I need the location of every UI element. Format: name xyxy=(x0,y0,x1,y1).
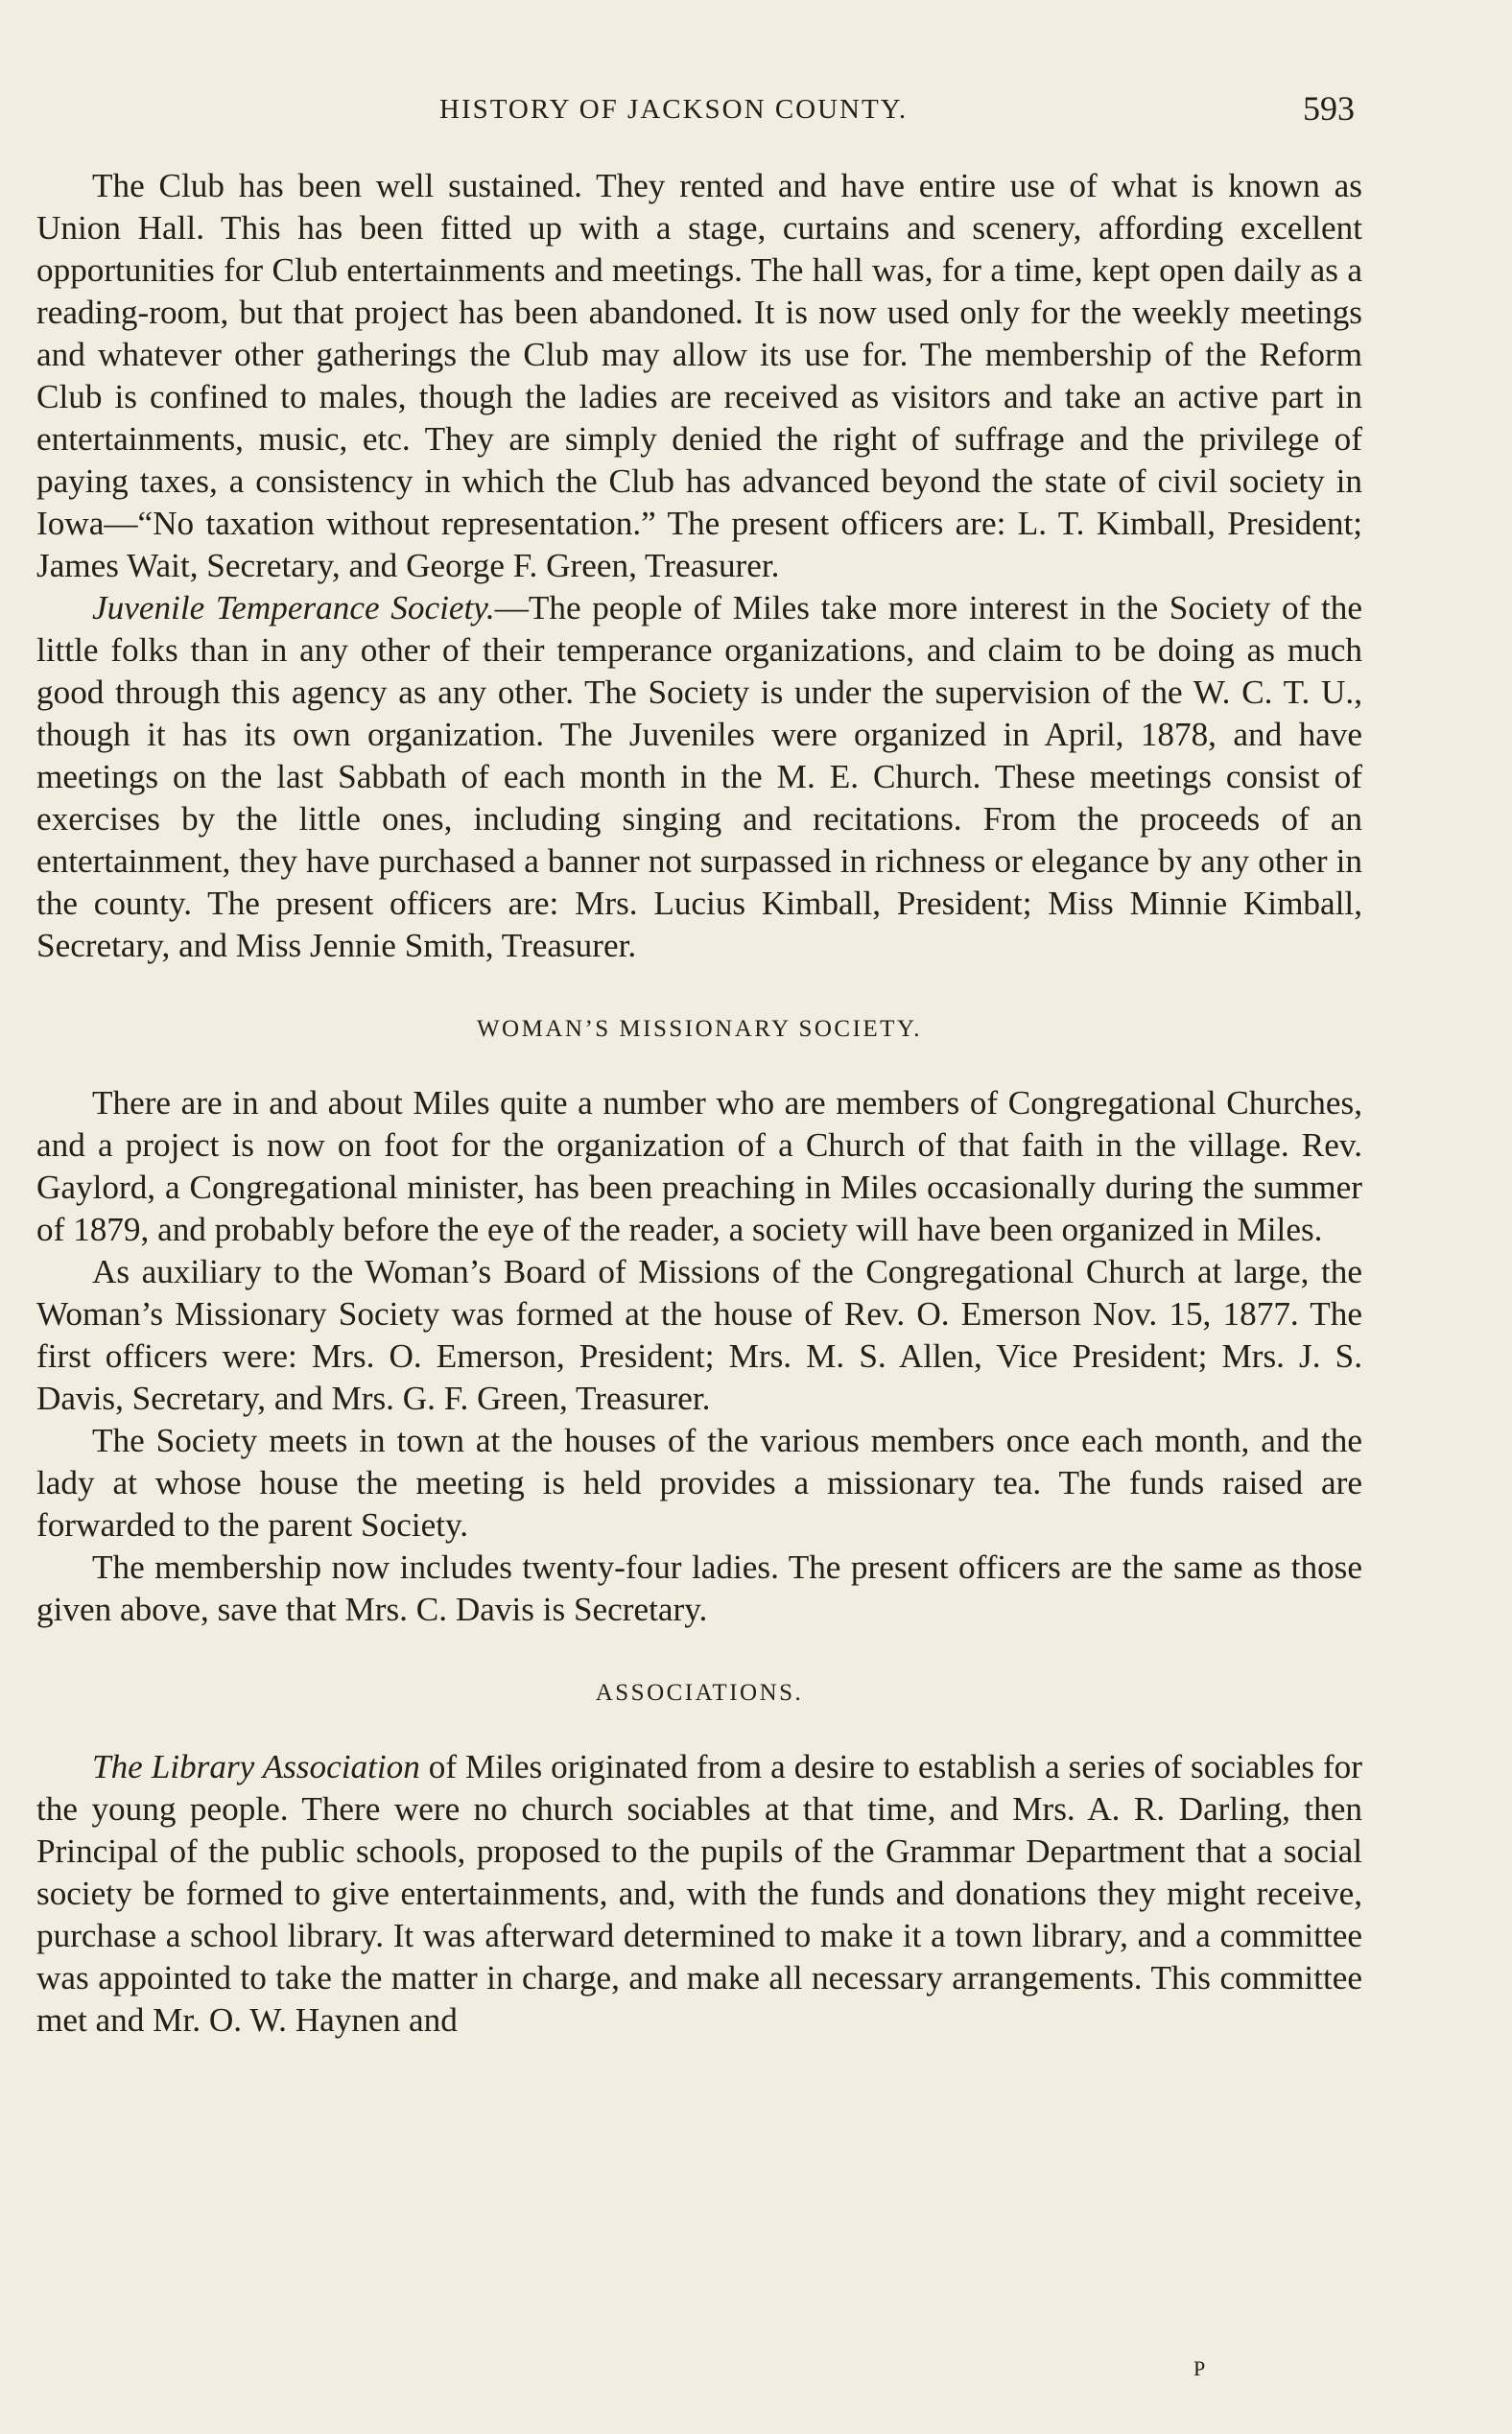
juvenile-temperance-text: —The people of Miles take more interest in the Society of the little folks than in any other of their temperance organizations, and claim to be doing as much good through this agency as any other. The Society is under the supervision of the W. C. T. U., though it has its own organization. The Juveniles were organized in April, 1878, and have meetings on the last Sabbath of each month in the M. E. Church. These meetings consist of exercises by the little ones, including singing and recitations. From the proceeds of an entertainment, they have purchased a banner not surpassed in richness or elegance by any other in the county. The present officers are: Mrs. Lucius Kimball, President; Miss Minnie Kimball, Secretary, and Miss Jennie Smith, Treasurer. xyxy=(36,589,1363,964)
paragraph-congregational: There are in and about Miles quite a number who are members of Congregational Churches, and a project is now on foot for the organization of a Church of that faith in the village. Rev. Gaylord, a Congregational minister, has been preaching in Miles occasionally during the summer of 1879, and probably before the eye of the reader, a society will have been organized in Miles. xyxy=(36,1084,1362,1248)
heading-associations: ASSOCIATIONS. xyxy=(595,1680,804,1706)
paragraph-society-meets: The Society meets in town at the houses of the various members once each month, and the lady at whose house the meeting is held provides a missionary tea. The funds raised are forwarded to the parent Society. xyxy=(36,1422,1362,1544)
paragraph-auxiliary: As auxiliary to the Woman’s Board of Missions of the Congregational Church at large, the Woman’s Missionary Society was formed at the house of Rev. O. Emerson Nov. 15, 1877. The first officers were: Mrs. O. Emerson, President; Mrs. M. S. Allen, Vice President; Mrs. J. S. Davis, Secretary, and Mrs. G. F. Green, Treasurer. xyxy=(36,1253,1362,1417)
juvenile-temperance-lead: Juvenile Temperance Society. xyxy=(92,589,495,626)
library-association-lead: The Library Association xyxy=(92,1748,420,1785)
heading-womans-missionary-society: WOMAN’S MISSIONARY SOCIETY. xyxy=(476,1016,923,1042)
signature-mark: P xyxy=(1193,2356,1206,2380)
library-association-text: of Miles originated from a desire to establish a series of sociables for the young people. There were no church sociables at that time, and Mrs. A. R. Darling, then Principal of the public schools, proposed to the pupils of the Grammar Department that a social society be formed to give entertainments, and, with the funds and donations they might receive, purchase a school library. It was afterward determined to make it a town library, and a committee was appointed to take the matter in charge, and make all necessary arrangements. This committee met and Mr. O. W. Haynen and xyxy=(36,1748,1362,2039)
page-body xyxy=(36,165,1362,2042)
running-head: HISTORY OF JACKSON COUNTY. xyxy=(439,94,909,125)
page-number: 593 xyxy=(1303,89,1355,128)
page-header xyxy=(0,88,1512,136)
paragraph-juvenile-temperance xyxy=(36,587,1362,967)
paragraph-library-association xyxy=(36,1746,1362,2042)
paragraph-membership: The membership now includes twenty-four ladies. The present officers are the same as those given above, save that Mrs. C. Davis is Secretary. xyxy=(36,1548,1362,1628)
paragraph-reform-club: The Club has been well sustained. They rented and have entire use of what is known as Union Hall. This has been fitted up with a stage, curtains and scenery, affording excellent opportunities for Club entertainments and meetings. The hall was, for a time, kept open daily as a reading-room, but that project has been abandoned. It is now used only for the weekly meetings and whatever other gatherings the Club may allow its use for. The membership of the Reform Club is confined to males, though the ladies are received as visitors and take an active part in entertainments, music, etc. They are simply denied the right of suffrage and the privilege of paying taxes, a consistency in which the Club has advanced beyond the state of civil society in Iowa—“No taxation without representation.” The present officers are: L. T. Kimball, President; James Wait, Secretary, and George F. Green, Treasurer. xyxy=(36,167,1362,584)
